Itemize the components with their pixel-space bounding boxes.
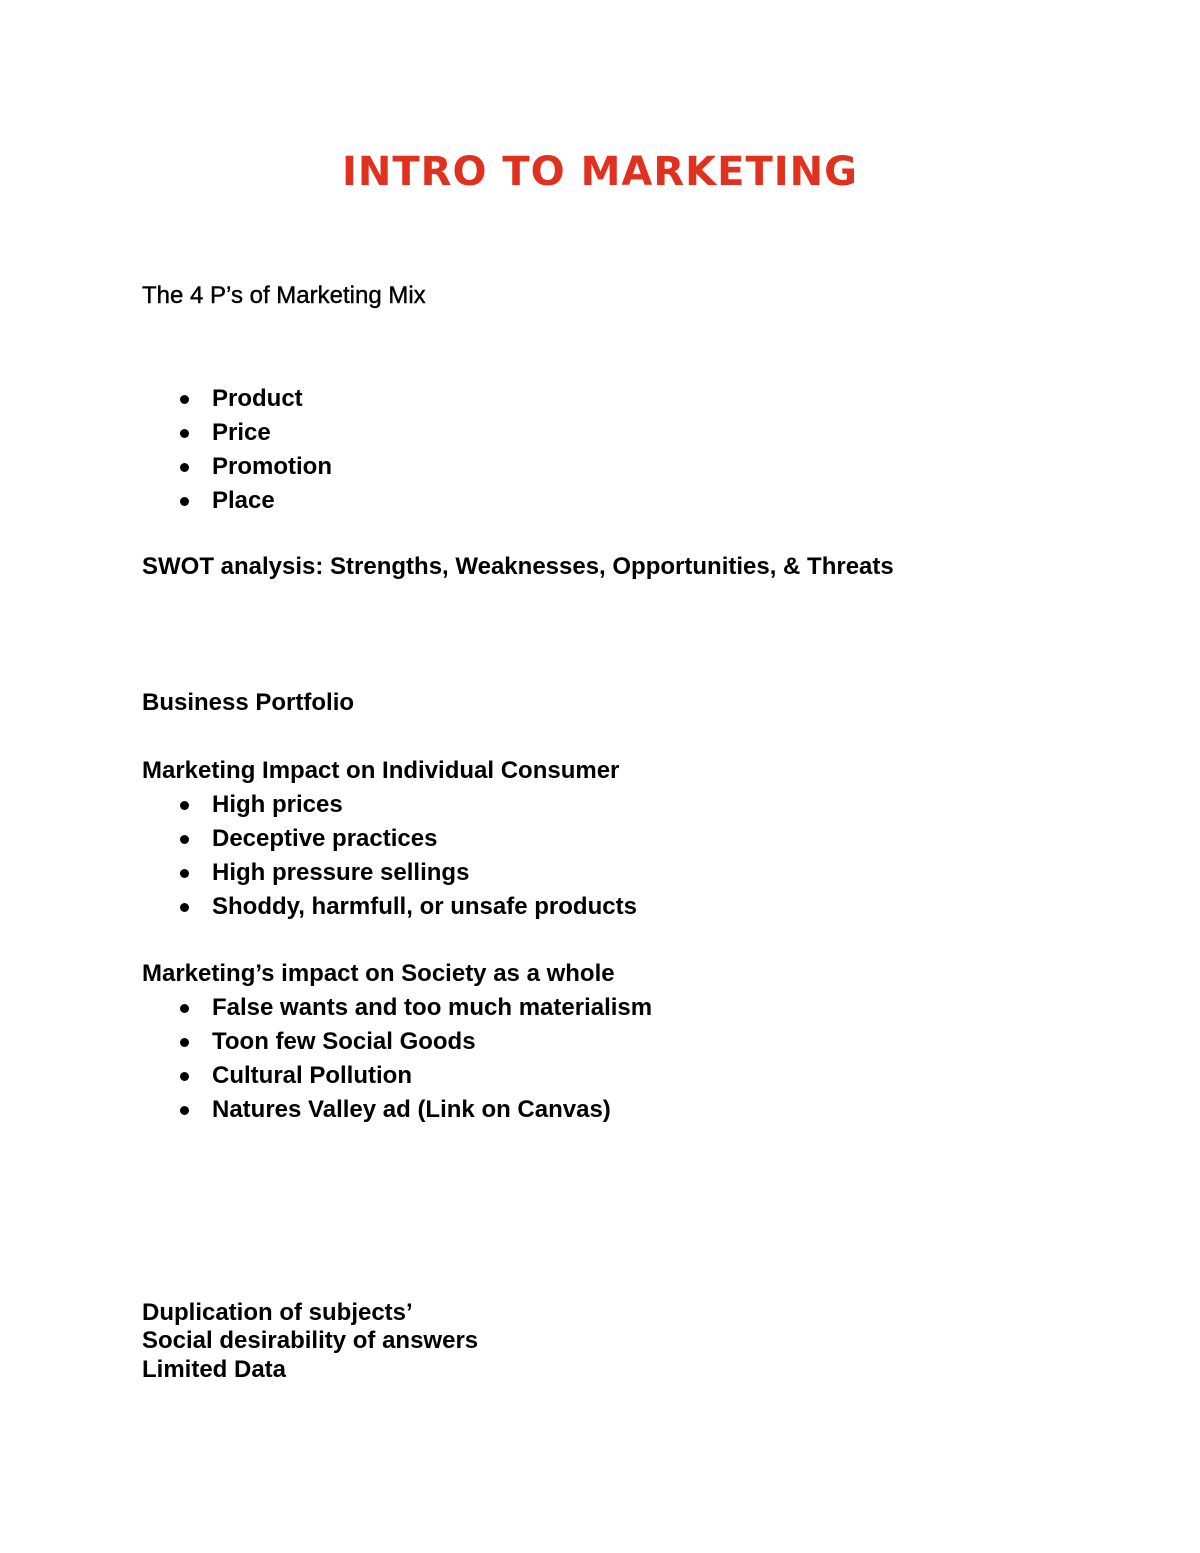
bullet-icon [180,1106,189,1115]
bullet-icon [180,463,189,472]
society-impact-heading: Marketing’s impact on Society as a whole [142,960,615,987]
bullet-icon [180,1004,189,1013]
list-item: Product [142,382,332,416]
swot-line: SWOT analysis: Strengths, Weaknesses, Opportunities, & Threats [142,553,894,580]
closing-line: Social desirability of answers [142,1327,479,1354]
list-item: High prices [142,788,637,822]
list-item: Toon few Social Goods [142,1025,652,1059]
closing-line: Limited Data [142,1356,287,1383]
document-title: INTRO TO MARKETING [342,149,858,195]
list-item: False wants and too much materialism [142,991,652,1025]
closing-line: Duplication of subjects’ [142,1299,413,1326]
marketing-mix-heading: The 4 P’s of Marketing Mix [142,282,426,309]
list-item: Natures Valley ad (Link on Canvas) [142,1093,652,1127]
list-item: Deceptive practices [142,822,637,856]
society-impact-list [142,991,652,1127]
bullet-icon [180,869,189,878]
bullet-icon [180,801,189,810]
list-item: Price [142,416,332,450]
individual-impact-heading: Marketing Impact on Individual Consumer [142,757,620,784]
bullet-icon [180,903,189,912]
business-portfolio-heading: Business Portfolio [142,689,355,716]
bullet-icon [180,1038,189,1047]
bullet-icon [180,395,189,404]
bullet-icon [180,1072,189,1081]
bullet-icon [180,835,189,844]
bullet-icon [180,429,189,438]
individual-impact-list [142,788,637,924]
list-item: Promotion [142,450,332,484]
list-item: Cultural Pollution [142,1059,652,1093]
list-item: Shoddy, harmfull, or unsafe products [142,890,637,924]
bullet-icon [180,497,189,506]
list-item: Place [142,484,332,518]
marketing-mix-list [142,382,332,518]
list-item: High pressure sellings [142,856,637,890]
